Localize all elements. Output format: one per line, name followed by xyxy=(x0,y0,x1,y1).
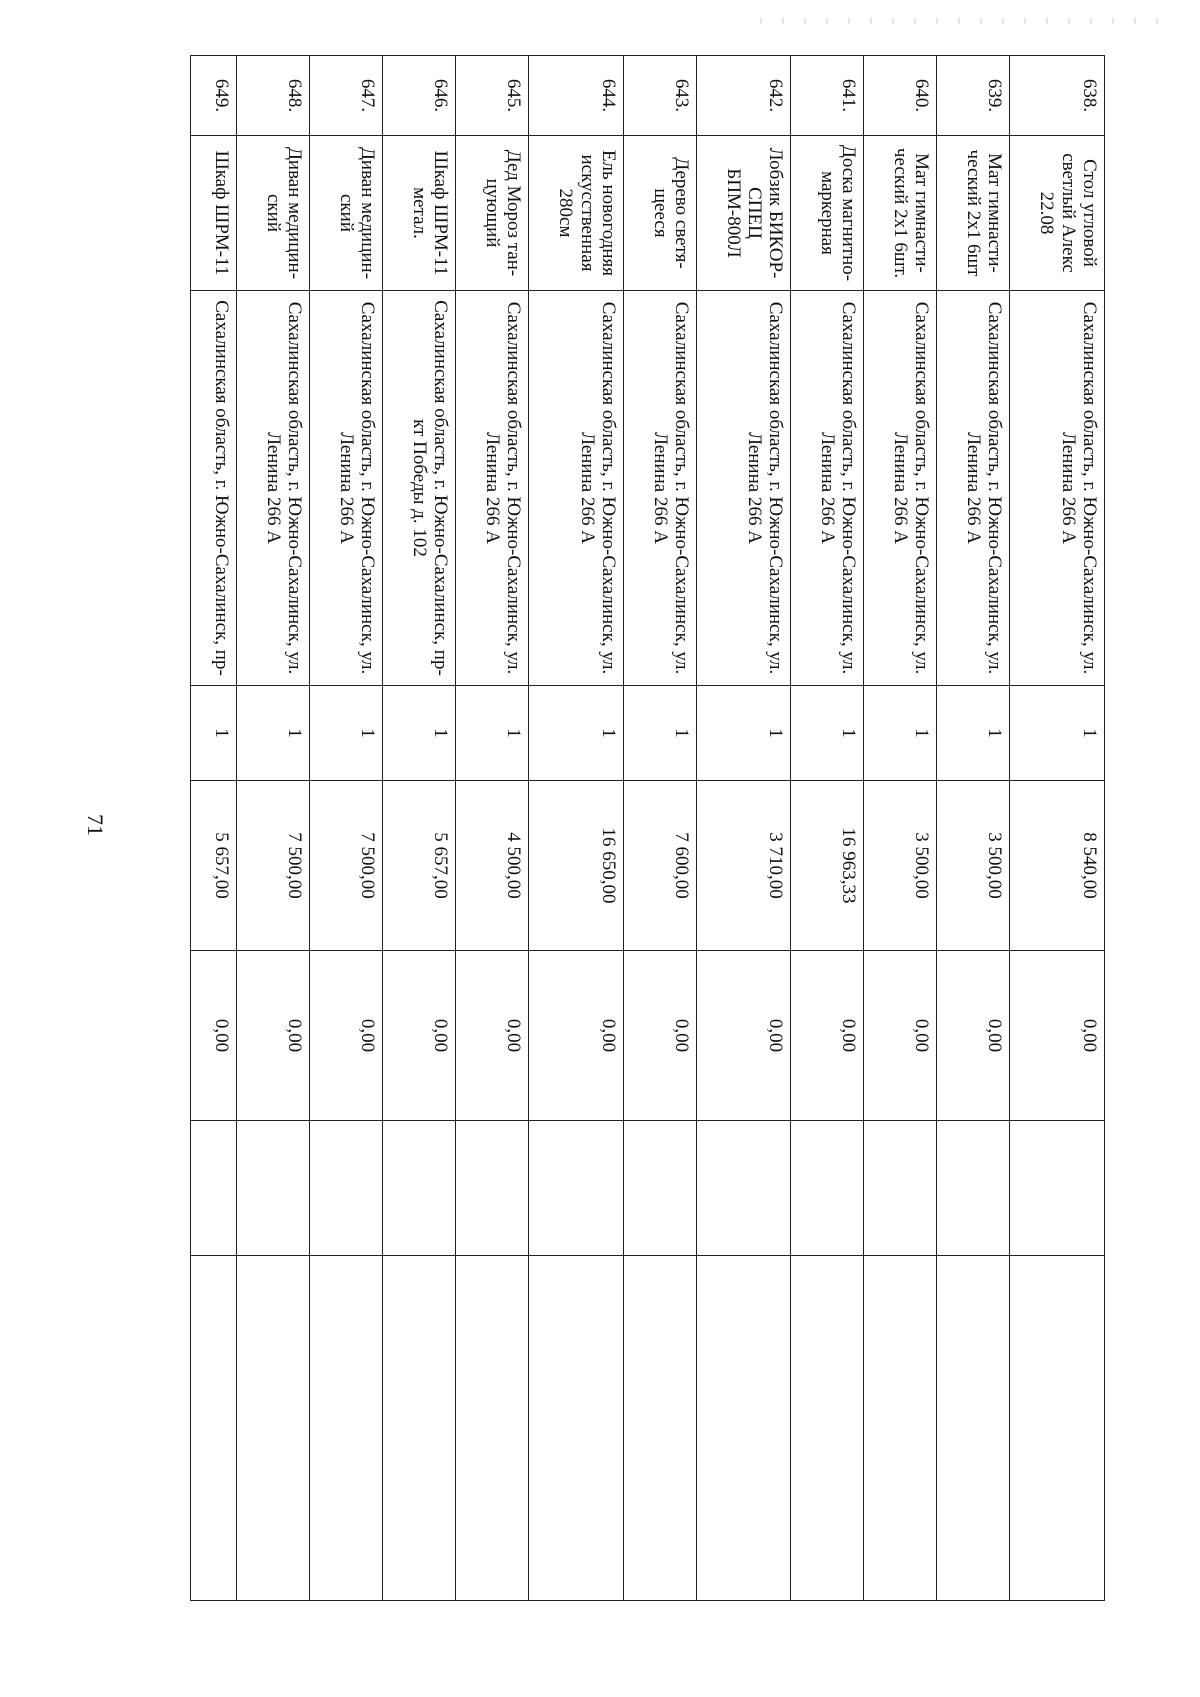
item-residual-value: 0,00 xyxy=(237,951,310,1121)
empty-cell xyxy=(456,1121,529,1256)
empty-cell xyxy=(456,1256,529,1601)
item-address: Сахалинская область, г. Южно-Сахалинск, ул. Ленина 266 А xyxy=(864,291,937,686)
table-row xyxy=(864,56,937,1601)
item-book-value: 16 963,33 xyxy=(791,781,864,951)
item-residual-value: 0,00 xyxy=(864,951,937,1121)
item-address: Сахалинская область, г. Южно-Сахалинск, пр-кт Победы д. 102 xyxy=(383,291,456,686)
row-number: 648. xyxy=(237,56,310,136)
item-name: Шкаф ШРМ-11 xyxy=(191,136,237,291)
row-number: 642. xyxy=(696,56,791,136)
item-address: Сахалинская область, г. Южно-Сахалинск, ул. Ленина 266 А xyxy=(623,291,696,686)
item-name: Ель новогодняя искусственная 280см xyxy=(529,136,624,291)
item-name: Мат гимнасти-ческий 2х1 6шт. xyxy=(864,136,937,291)
item-quantity: 1 xyxy=(529,686,624,781)
table-row xyxy=(310,56,383,1601)
empty-cell xyxy=(937,1256,1010,1601)
item-residual-value: 0,00 xyxy=(696,951,791,1121)
page-number: 71 xyxy=(83,814,108,836)
item-book-value: 3 710,00 xyxy=(696,781,791,951)
item-residual-value: 0,00 xyxy=(623,951,696,1121)
empty-cell xyxy=(1010,1256,1105,1601)
item-quantity: 1 xyxy=(237,686,310,781)
item-residual-value: 0,00 xyxy=(191,951,237,1121)
item-quantity: 1 xyxy=(791,686,864,781)
item-residual-value: 0,00 xyxy=(529,951,624,1121)
item-book-value: 8 540,00 xyxy=(1010,781,1105,951)
item-name: Доска магнитно-маркерная xyxy=(791,136,864,291)
empty-cell xyxy=(623,1121,696,1256)
item-book-value: 5 657,00 xyxy=(191,781,237,951)
row-number: 647. xyxy=(310,56,383,136)
item-book-value: 3 500,00 xyxy=(864,781,937,951)
table-row xyxy=(383,56,456,1601)
item-quantity: 1 xyxy=(310,686,383,781)
item-name: Мат гимнасти-ческий 2х1 6шт xyxy=(937,136,1010,291)
table-row xyxy=(237,56,310,1601)
item-quantity: 1 xyxy=(191,686,237,781)
row-number: 643. xyxy=(623,56,696,136)
item-address: Сахалинская область, г. Южно-Сахалинск, ул. Ленина 266 А xyxy=(310,291,383,686)
item-address: Сахалинская область, г. Южно-Сахалинск, ул. Ленина 266 А xyxy=(1010,291,1105,686)
item-residual-value: 0,00 xyxy=(937,951,1010,1121)
table-row xyxy=(456,56,529,1601)
empty-cell xyxy=(383,1121,456,1256)
empty-cell xyxy=(696,1256,791,1601)
empty-cell xyxy=(791,1256,864,1601)
item-residual-value: 0,00 xyxy=(791,951,864,1121)
row-number: 640. xyxy=(864,56,937,136)
empty-cell xyxy=(383,1256,456,1601)
item-address: Сахалинская область, г. Южно-Сахалинск, ул. Ленина 266 А xyxy=(529,291,624,686)
item-residual-value: 0,00 xyxy=(310,951,383,1121)
item-name: Стол угловой светлый Алекс 22.08 xyxy=(1010,136,1105,291)
item-address: Сахалинская область, г. Южно-Сахалинск, ул. Ленина 266 А xyxy=(791,291,864,686)
item-quantity: 1 xyxy=(696,686,791,781)
empty-cell xyxy=(791,1121,864,1256)
empty-cell xyxy=(191,1121,237,1256)
row-number: 646. xyxy=(383,56,456,136)
item-quantity: 1 xyxy=(864,686,937,781)
empty-cell xyxy=(696,1121,791,1256)
item-book-value: 4 500,00 xyxy=(456,781,529,951)
item-address: Сахалинская область, г. Южно-Сахалинск, пр- xyxy=(191,291,237,686)
table-row xyxy=(623,56,696,1601)
item-book-value: 7 500,00 xyxy=(237,781,310,951)
inventory-table-rotated xyxy=(190,55,1105,1600)
item-book-value: 16 650,00 xyxy=(529,781,624,951)
table-row xyxy=(791,56,864,1601)
item-book-value: 5 657,00 xyxy=(383,781,456,951)
item-quantity: 1 xyxy=(383,686,456,781)
table-row xyxy=(1010,56,1105,1601)
item-residual-value: 0,00 xyxy=(456,951,529,1121)
table-row xyxy=(696,56,791,1601)
item-name: Диван медицин-ский xyxy=(310,136,383,291)
row-number: 641. xyxy=(791,56,864,136)
item-quantity: 1 xyxy=(623,686,696,781)
empty-cell xyxy=(310,1121,383,1256)
item-name: Лобзик БИКОР-СПЕЦ БПМ-800Л xyxy=(696,136,791,291)
empty-cell xyxy=(191,1256,237,1601)
empty-cell xyxy=(937,1121,1010,1256)
table-row xyxy=(937,56,1010,1601)
item-address: Сахалинская область, г. Южно-Сахалинск, ул. Ленина 266 А xyxy=(937,291,1010,686)
item-quantity: 1 xyxy=(456,686,529,781)
item-name: Дерево светя-щееся xyxy=(623,136,696,291)
item-quantity: 1 xyxy=(937,686,1010,781)
table-row xyxy=(191,56,237,1601)
table-row xyxy=(529,56,624,1601)
empty-cell xyxy=(864,1121,937,1256)
row-number: 638. xyxy=(1010,56,1105,136)
item-residual-value: 0,00 xyxy=(1010,951,1105,1121)
item-address: Сахалинская область, г. Южно-Сахалинск, ул. Ленина 266 А xyxy=(696,291,791,686)
item-book-value: 3 500,00 xyxy=(937,781,1010,951)
row-number: 649. xyxy=(191,56,237,136)
empty-cell xyxy=(864,1256,937,1601)
table-body xyxy=(191,56,1105,1601)
empty-cell xyxy=(1010,1121,1105,1256)
item-book-value: 7 500,00 xyxy=(310,781,383,951)
empty-cell xyxy=(623,1256,696,1601)
item-name: Дед Мороз тан-цующий xyxy=(456,136,529,291)
item-name: Диван медицин-ский xyxy=(237,136,310,291)
inventory-table xyxy=(190,55,1105,1601)
empty-cell xyxy=(237,1256,310,1601)
row-number: 645. xyxy=(456,56,529,136)
empty-cell xyxy=(310,1256,383,1601)
scan-noise xyxy=(760,18,1160,24)
item-quantity: 1 xyxy=(1010,686,1105,781)
empty-cell xyxy=(529,1256,624,1601)
item-address: Сахалинская область, г. Южно-Сахалинск, ул. Ленина 266 А xyxy=(237,291,310,686)
item-residual-value: 0,00 xyxy=(383,951,456,1121)
item-address: Сахалинская область, г. Южно-Сахалинск, ул. Ленина 266 А xyxy=(456,291,529,686)
item-name: Шкаф ШРМ-11 метал. xyxy=(383,136,456,291)
row-number: 639. xyxy=(937,56,1010,136)
row-number: 644. xyxy=(529,56,624,136)
empty-cell xyxy=(237,1121,310,1256)
empty-cell xyxy=(529,1121,624,1256)
item-book-value: 7 600,00 xyxy=(623,781,696,951)
